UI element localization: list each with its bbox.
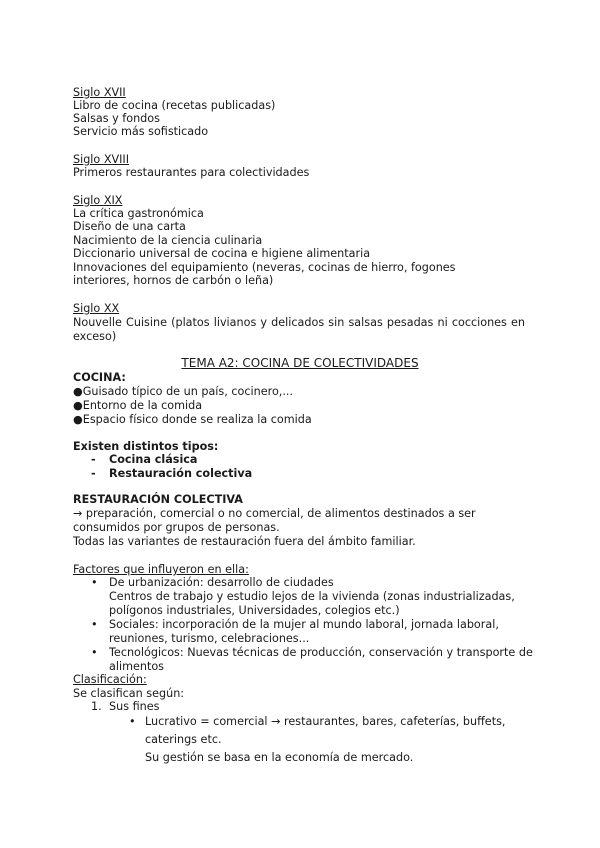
heading-siglo-xx: Siglo XX [73, 302, 120, 315]
list-item: Restauración colectiva [109, 467, 253, 480]
heading-clasificacion: Clasificación: [73, 673, 147, 686]
list-number: 1. [91, 700, 102, 713]
heading-siglo-xvii: Siglo XVII [73, 86, 126, 99]
bullet-icon: ● [73, 399, 83, 412]
heading-restauracion: RESTAURACIÓN COLECTIVA [73, 493, 243, 506]
list-item: Diccionario universal de cocina e higiene alimentaria [73, 247, 371, 260]
list-item: La crítica gastronómica [73, 207, 204, 220]
list-item: Primeros restaurantes para colectividades [73, 166, 310, 179]
heading-factores: Factores que influyeron en ella: [73, 563, 249, 576]
list-item: Servicio más sofisticado [73, 125, 209, 138]
list-item: Tecnológicos: Nuevas técnicas de producción, conservación y transporte de [109, 646, 533, 659]
paragraph-line: consumidos por grupos de personas. [73, 521, 280, 534]
paragraph-line: Se clasifican según: [73, 687, 185, 700]
heading-tipos: Existen distintos tipos: [73, 440, 219, 453]
bullet-icon: • [91, 646, 98, 659]
list-item: Lucrativo = comercial → restaurantes, bares, cafeterías, buffets, [145, 715, 506, 728]
bullet-icon: ● [73, 413, 83, 426]
list-item: Nacimiento de la ciencia culinaria [73, 234, 263, 247]
list-item: Sus fines [109, 700, 160, 713]
list-item: Innovaciones del equipamiento (neveras, cocinas de hierro, fogones [73, 261, 456, 274]
list-item-line: Su gestión se basa en la economía de mercado. [145, 751, 414, 764]
list-item: ●Entorno de la comida [73, 399, 203, 412]
heading-siglo-xix: Siglo XIX [73, 194, 123, 207]
list-item-line: caterings etc. [145, 733, 222, 746]
list-item: ●Guisado típico de un país, cocinero,... [73, 385, 294, 398]
list-item: Salsas y fondos [73, 112, 160, 125]
list-item: interiores, hornos de carbón o leña) [73, 274, 274, 287]
list-item-line: alimentos [109, 660, 165, 673]
list-item: Sociales: incorporación de la mujer al mundo laboral, jornada laboral, [109, 618, 499, 631]
list-item: Diseño de una carta [73, 220, 186, 233]
paragraph: Nouvelle Cuisine (platos livianos y delicados sin salsas pesadas ni cocciones en exceso) [73, 316, 525, 343]
page-title: TEMA A2: COCINA DE COLECTIVIDADES [181, 356, 419, 370]
list-item: ●Espacio físico donde se realiza la comida [73, 413, 312, 426]
bullet-icon: • [129, 715, 136, 728]
dash-icon: - [91, 453, 96, 466]
bullet-icon: • [91, 576, 98, 589]
list-item-line: Centros de trabajo y estudio lejos de la vivienda (zonas industrializadas, [109, 590, 515, 603]
bullet-icon: ● [73, 385, 83, 398]
heading-siglo-xviii: Siglo XVIII [73, 153, 130, 166]
heading-cocina: COCINA: [73, 371, 126, 384]
list-item-line: reuniones, turismo, celebraciones... [109, 632, 310, 645]
bullet-icon: • [91, 618, 98, 631]
dash-icon: - [91, 467, 96, 480]
list-item: De urbanización: desarrollo de ciudades [109, 576, 334, 589]
list-item: Libro de cocina (recetas publicadas) [73, 99, 276, 112]
paragraph-line: → preparación, comercial o no comercial, de alimentos destinados a ser [73, 507, 476, 520]
list-item: Cocina clásica [109, 453, 198, 466]
paragraph-line: Todas las variantes de restauración fuera del ámbito familiar. [73, 535, 416, 548]
list-item-line: polígonos industriales, Universidades, colegios etc.) [109, 604, 400, 617]
